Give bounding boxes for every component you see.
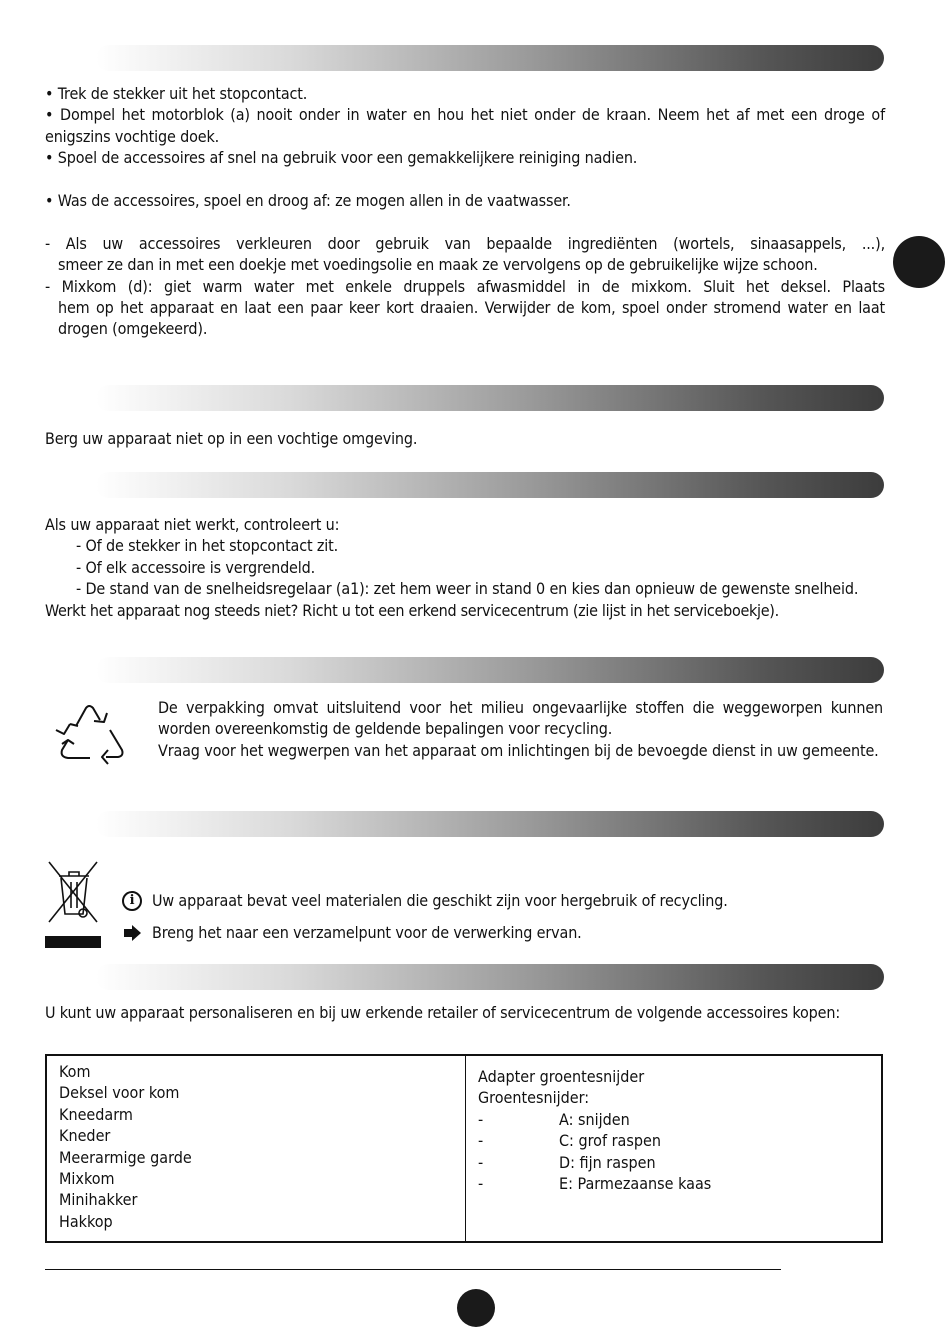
accessory-item: Minihakker	[59, 1190, 138, 1210]
accessory-heading: Groentesnijder:	[478, 1088, 590, 1108]
section-header-bar-weee	[96, 811, 884, 837]
section-header-bar-troubleshooting	[96, 472, 884, 498]
environment-text: De verpakking omvat uitsluitend voor het milieu ongevaarlijke stoffen die weggeworpen kunnen worden overeenkomstig de geldende bepalingen voor recycling.	[158, 698, 883, 739]
accessory-item: Hakkop	[59, 1211, 113, 1231]
footer-rule	[45, 1269, 781, 1270]
section-header-bar-storage	[96, 385, 884, 411]
accessories-table	[45, 1054, 883, 1243]
accessory-sub-item: - E: Parmezaanse kaas	[478, 1174, 712, 1194]
section-header-bar-cleaning	[96, 45, 884, 71]
cleaning-bullet: • Was de accessoires, spoel en droog af: ze mogen allen in de vaatwasser.	[45, 191, 571, 211]
arrow-right-icon	[122, 923, 142, 943]
recycle-icon	[50, 700, 128, 774]
accessory-item: Kneder	[59, 1126, 111, 1146]
section-header-bar-accessories	[96, 964, 884, 990]
environment-section	[158, 697, 883, 761]
weee-info-line	[122, 890, 882, 911]
accessory-sub-item: - C: grof raspen	[478, 1131, 661, 1151]
cleaning-bullet: • Dompel het motorblok (a) nooit onder in water en hou het niet onder de kraan. Neem het af met een droge of enigszins vochtige doek.	[45, 105, 885, 146]
weee-info-text: Uw apparaat bevat veel materialen die geschikt zijn voor hergebruik of recycling.	[152, 891, 728, 910]
accessories-intro: U kunt uw apparaat personaliseren en bij uw erkende retailer of servicecentrum de volgende accessoires kopen:	[45, 1003, 841, 1022]
language-tab-dot	[893, 236, 945, 288]
troubleshooting-item: - Of elk accessoire is vergrendeld.	[76, 557, 316, 577]
accessory-sub-item: - A: snijden	[478, 1109, 630, 1129]
troubleshooting-item: - De stand van de snelheidsregelaar (a1): zet hem weer in stand 0 en kies dan opnieuw de gewenste snelheid.	[76, 579, 859, 599]
cleaning-dash-item: - Als uw accessoires verkleuren door gebruik van bepaalde ingrediënten (wortels, sinaasappels, ...),	[45, 233, 885, 253]
weee-action-line	[122, 922, 882, 943]
storage-section	[45, 428, 885, 449]
cleaning-bullet: • Spoel de accessoires af snel na gebruik voor een gemakkelijkere reiniging nadien.	[45, 148, 638, 168]
cleaning-dash-item: - Mixkom (d): giet warm water met enkele druppels afwasmiddel in de mixkom. Sluit het deksel. Plaats	[45, 276, 885, 296]
accessories-right-cell	[466, 1055, 883, 1242]
troubleshooting-item: - Of de stekker in het stopcontact zit.	[76, 536, 339, 556]
accessories-left-cell	[46, 1055, 466, 1242]
storage-text: Berg uw apparaat niet op in een vochtige omgeving.	[45, 429, 418, 448]
troubleshooting-outro: Werkt het apparaat nog steeds niet? Richt u tot een erkend servicecentrum (zie lijst in het serviceboekje).	[45, 600, 779, 620]
cleaning-dash-item-cont: smeer ze dan in met een doekje met voedingsolie en maak ze vervolgens op de gebruikelijke wijze schoon.	[58, 255, 818, 275]
info-icon: i	[122, 891, 142, 911]
cleaning-section	[45, 83, 885, 340]
accessory-sub-item: - D: fijn raspen	[478, 1152, 656, 1172]
accessory-item: Meerarmige garde	[59, 1147, 192, 1167]
environment-text: Vraag voor het wegwerpen van het apparaat om inlichtingen bij de bevoegde dienst in uw gemeente.	[158, 740, 879, 760]
accessory-heading: Adapter groentesnijder	[478, 1067, 645, 1086]
accessories-section	[45, 1002, 885, 1023]
weee-section	[122, 890, 882, 944]
cleaning-dash-item-cont: hem op het apparaat en laat een paar keer kort draaien. Verwijder de kom, spoel onder stromend water en laat drogen (omgekeerd).	[58, 298, 885, 339]
troubleshooting-intro: Als uw apparaat niet werkt, controleert u:	[45, 515, 340, 534]
cleaning-bullet: • Trek de stekker uit het stopcontact.	[45, 84, 308, 103]
accessory-item: Mixkom	[59, 1169, 115, 1189]
crossed-bin-icon	[45, 860, 101, 948]
troubleshooting-section	[45, 514, 885, 621]
accessory-item: Deksel voor kom	[59, 1083, 180, 1103]
accessory-item: Kom	[59, 1062, 91, 1081]
page-number-dot	[457, 1289, 495, 1327]
section-header-bar-environment	[96, 657, 884, 683]
weee-action-text: Breng het naar een verzamelpunt voor de verwerking ervan.	[152, 923, 582, 943]
accessory-item: Kneedarm	[59, 1104, 133, 1124]
